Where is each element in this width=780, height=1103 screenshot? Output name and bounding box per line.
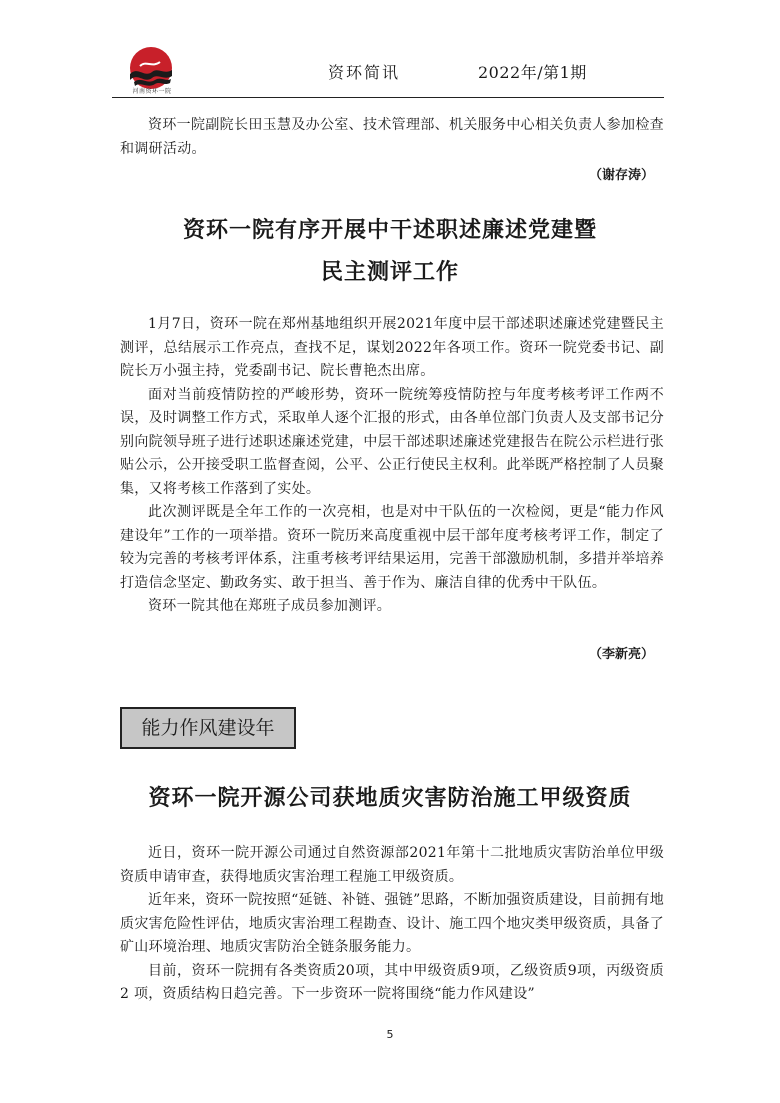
paragraph: 目前，资环一院拥有各类资质20项，其中甲级资质9项，乙级资质9项，丙级资质 2 项，资质结构日趋完善。下一步资环一院将围绕“能力作风建设” bbox=[120, 962, 664, 1002]
article-title bbox=[100, 210, 680, 294]
paragraph: 面对当前疫情防控的严峻形势，资环一院统筹疫情防控与年度考核考评工作两不误，及时调整工作方式，采取单人逐个汇报的形式，由各单位部门负责人及支部书记分别向院领导班子进行述职述廉述党建，中层干部述职述廉述党建报告在院公示栏进行张贴公示，公开接受职工监督查阅，公平、公正行使民主权利。此举既严格控制了人员聚集，又将考核工作落到了实处。 bbox=[120, 386, 664, 497]
paragraph: 资环一院其他在郑班子成员参加测评。 bbox=[148, 598, 392, 614]
intro-text bbox=[120, 114, 664, 161]
author-credit: （李新亮） bbox=[588, 647, 654, 662]
title-line: 民主测评工作 bbox=[320, 260, 459, 285]
paragraph: 近日，资环一院开源公司通过自然资源部2021年第十二批地质灾害防治单位甲级资质申请审查，获得地质灾害治理工程施工甲级资质。 bbox=[120, 845, 664, 885]
paragraph: 此次测评既是全年工作的一次亮相，也是对中干队伍的一次检阅，更是“能力作风建设年”工作的一项举措。资环一院历来高度重视中层干部年度考核考评工作，制定了较为完善的考核考评体系，注重考核考评结果运用，完善干部激励机制，多措并举培养打造信念坚定、勤政务实、敢于担当、善于作为、廉洁自律的优秀中干队伍。 bbox=[120, 504, 664, 591]
header-divider bbox=[112, 97, 664, 98]
author-credit: （谢存涛） bbox=[588, 168, 654, 183]
logo-caption: 河南资环一院 bbox=[132, 88, 172, 95]
title-line: 资环一院有序开展中干述职述廉述党建暨 bbox=[182, 218, 597, 243]
section-label: 能力作风建设年 bbox=[120, 707, 296, 749]
title-line: 资环一院开源公司获地质灾害防治施工甲级资质 bbox=[148, 786, 632, 811]
article-title bbox=[100, 778, 680, 820]
paragraph: 近年来，资环一院按照“延链、补链、强链”思路，不断加强资质建设，目前拥有地质灾害危险性评估，地质灾害治理工程勘查、设计、施工四个地灾类甲级资质，具备了矿山环境治理、地质灾害防治全链条服务能力。 bbox=[120, 892, 664, 955]
article-body bbox=[120, 313, 664, 619]
paragraph: 资环一院副院长田玉慧及办公室、技术管理部、机关服务中心相关负责人参加检查和调研活动。 bbox=[120, 117, 664, 157]
issue-label: 2022年/第1期 bbox=[478, 63, 587, 82]
article-body bbox=[120, 842, 664, 1007]
page-number: 5 bbox=[386, 1028, 394, 1041]
paragraph: 1月7日，资环一院在郑州基地组织开展2021年度中层干部述职述廉述党建暨民主测评，总结展示工作亮点，查找不足，谋划2022年各项工作。资环一院党委书记、副院长万小强主持，党委副书记、院长曹艳杰出席。 bbox=[120, 316, 664, 379]
newsletter-title: 资环简讯 bbox=[328, 63, 401, 82]
